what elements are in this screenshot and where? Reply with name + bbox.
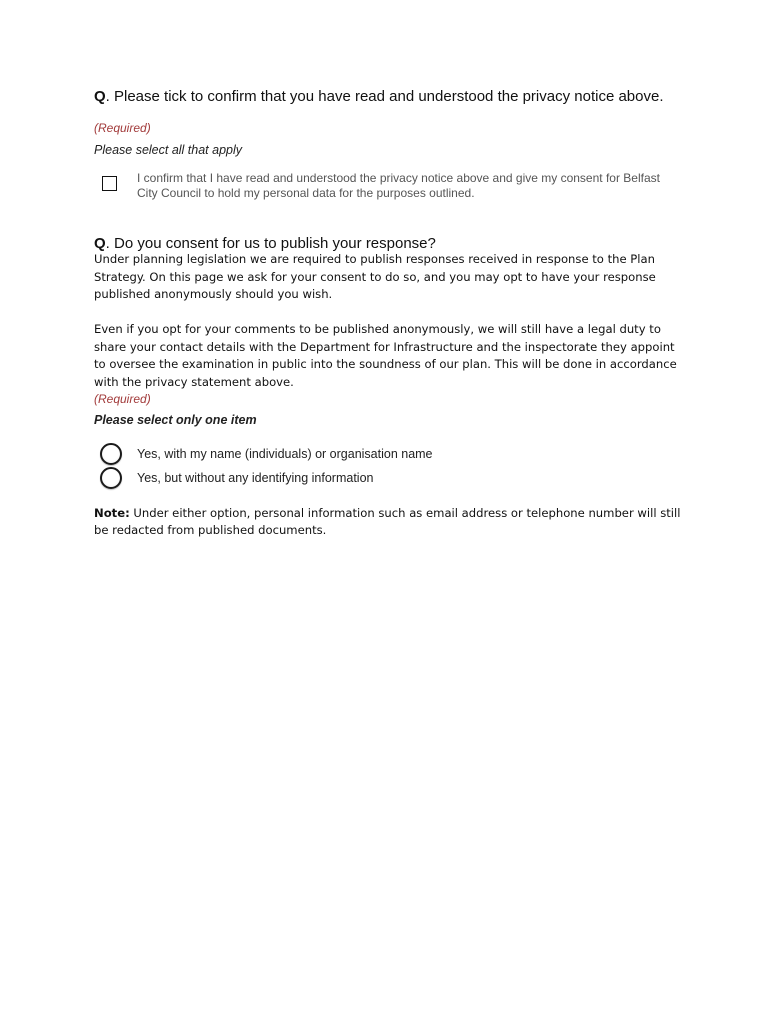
note-label: Note: (94, 506, 130, 520)
question-1-instruction: Please select all that apply (94, 143, 243, 157)
question-2-instruction: Please select only one item (94, 413, 257, 427)
redaction-note (94, 505, 684, 539)
privacy-consent-checkbox[interactable] (102, 176, 117, 191)
question-1-prefix: Q (94, 88, 106, 105)
publish-with-name-radio[interactable] (100, 443, 122, 465)
question-2-required-label: (Required) (94, 392, 151, 406)
question-2-title (94, 235, 674, 252)
question-2-prefix: Q (94, 235, 106, 252)
publish-anonymous-label[interactable]: Yes, but without any identifying information (137, 471, 374, 485)
publish-anonymous-radio[interactable] (100, 467, 122, 489)
question-1-required-label: (Required) (94, 121, 151, 135)
question-2-paragraph-2: Even if you opt for your comments to be published anonymously, we will still have a legal duty to share your contact details with the Department for Infrastructure and the inspectorate they appoint to oversee the examination in public into the soundness of our plan. This will be done in accordance with the privacy statement above. (94, 322, 677, 389)
question-1-title (94, 88, 674, 105)
question-2-text: . Do you consent for us to publish your response? (105, 235, 436, 252)
question-1-text: . Please tick to confirm that you have read and understood the privacy notice above. (105, 88, 664, 105)
publish-with-name-label[interactable]: Yes, with my name (individuals) or organisation name (137, 447, 433, 461)
privacy-consent-checkbox-label[interactable]: I confirm that I have read and understood the privacy notice above and give my consent for Belfast City Council to hold my personal data for the purposes outlined. (137, 171, 660, 200)
note-text: Under either option, personal information such as email address or telephone number will still be redacted from published documents. (94, 506, 681, 537)
question-2-paragraph-1: Under planning legislation we are required to publish responses received in response to the Plan Strategy. On this page we ask for your consent to do so, and you may opt to have your response published anonymously should you wish. (94, 252, 656, 302)
